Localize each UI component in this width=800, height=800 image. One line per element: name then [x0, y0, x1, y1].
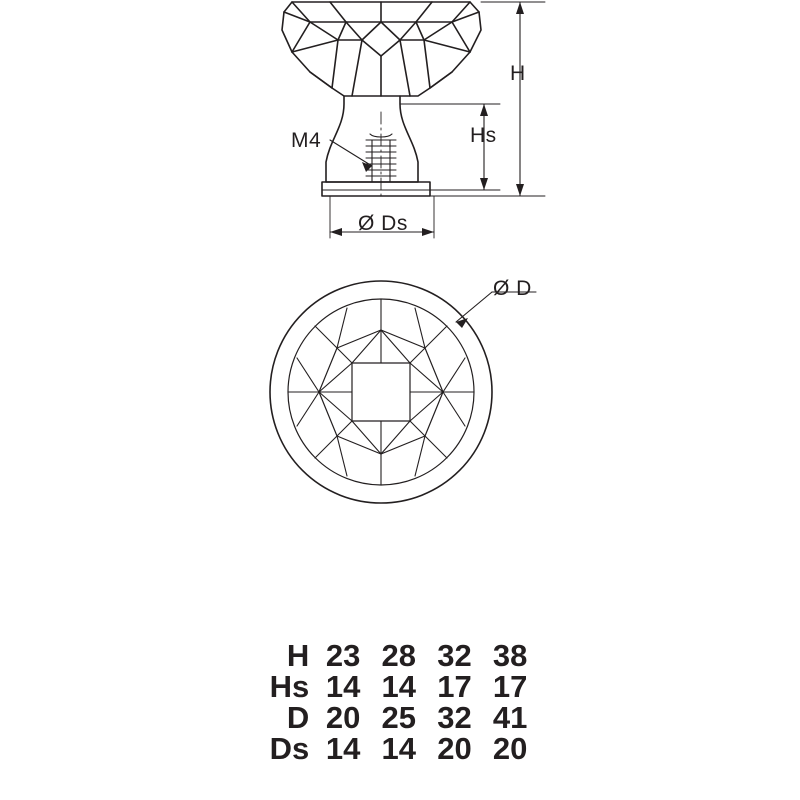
table-cell: 32: [437, 638, 472, 673]
table-cell: 20: [492, 731, 528, 766]
top-view-table: [352, 363, 410, 421]
table-row: [258, 702, 538, 733]
table-cell: 28: [381, 638, 417, 673]
table-cell: 32: [437, 700, 472, 735]
table-cell: 41: [492, 700, 528, 735]
d-leader: [456, 292, 492, 322]
table-row-header: Hs: [269, 669, 310, 704]
spec-table-wrapper: [258, 640, 538, 764]
label-height-total: H: [510, 62, 526, 85]
table-cell: 14: [381, 731, 417, 766]
table-cell: 14: [325, 731, 361, 766]
spec-table-body: [258, 640, 538, 764]
spec-table: [258, 640, 538, 764]
table-cell: 25: [381, 700, 417, 735]
table-cell: 38: [492, 638, 528, 673]
label-height-stem: Hs: [470, 124, 497, 147]
table-row-header: D: [286, 700, 310, 735]
label-diameter-head: Ø D: [493, 277, 532, 300]
m4-leader: [330, 140, 372, 166]
table-cell: 20: [437, 731, 472, 766]
table-cell: 17: [492, 669, 528, 704]
table-row-header: Ds: [269, 731, 310, 766]
table-cell: 14: [325, 669, 361, 704]
table-row: [258, 640, 538, 671]
table-row: [258, 733, 538, 764]
table-cell: 20: [325, 700, 361, 735]
table-cell: 17: [437, 669, 472, 704]
base-plate: [322, 182, 430, 196]
label-thread: M4: [291, 129, 322, 152]
table-cell: 14: [381, 669, 417, 704]
table-cell: 23: [325, 638, 361, 673]
table-row: [258, 671, 538, 702]
table-row-header: H: [286, 638, 310, 673]
label-diameter-base: Ø Ds: [358, 212, 408, 235]
